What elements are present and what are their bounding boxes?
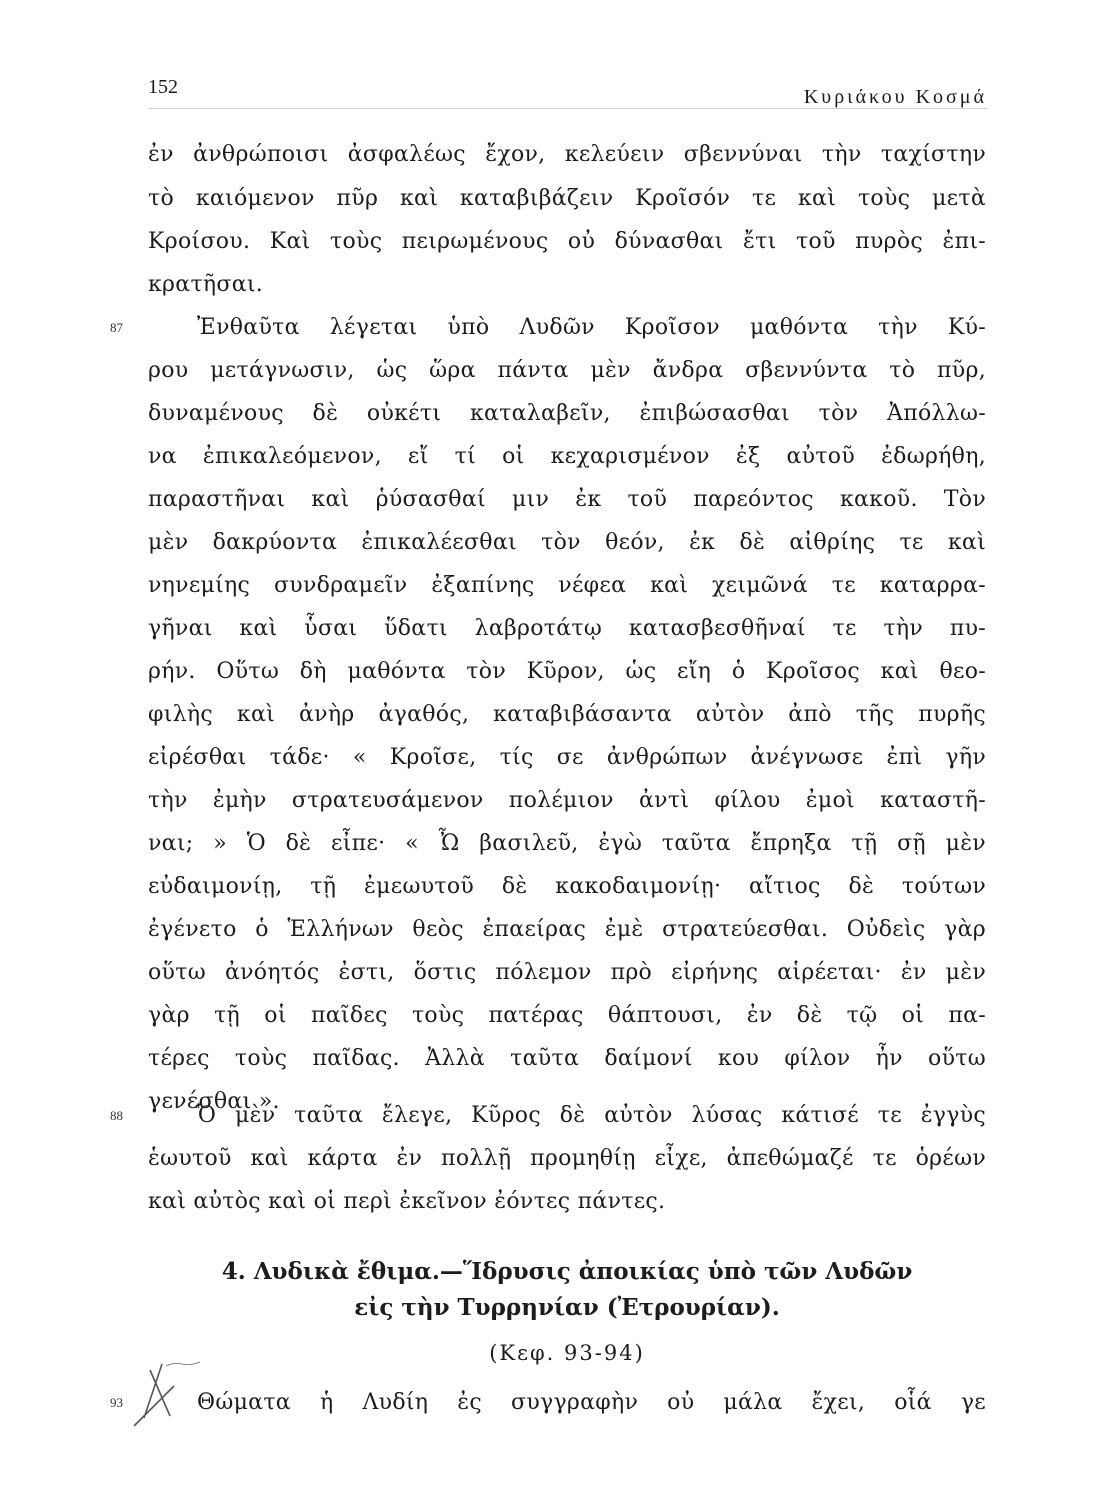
- text-line: νηνεμίης συνδραμεῖν ἐξαπίνης νέφεα καὶ χειμῶνά τε καταρρα-: [148, 573, 986, 598]
- text-line: γῆναι καὶ ὗσαι ὕδατι λαβροτάτῳ κατασβεσθῆναί τε τὴν πυ-: [148, 616, 986, 641]
- text-line: ναι; » Ὁ δὲ εἶπε· « Ὦ βασιλεῦ, ἐγὼ ταῦτα ἔπρηξα τῇ σῇ μὲν: [148, 831, 986, 856]
- text-line: μὲν δακρύοντα ἐπικαλέεσθαι τὸν θεόν, ἐκ δὲ αἰθρίης τε καὶ: [148, 530, 986, 555]
- text-line: ἑωυτοῦ καὶ κάρτα ἐν πολλῇ προμηθίῃ εἶχε, ἀπεθώμαζέ τε ὁρέων: [148, 1146, 986, 1171]
- text-line: ἐγένετο ὁ Ἑλλήνων θεὸς ἐπαείρας ἐμὲ στρατεύεσθαι. Οὐδεὶς γὰρ: [148, 917, 986, 942]
- header-rule: [148, 108, 988, 109]
- text-line: κρατῆσαι.: [148, 272, 264, 297]
- section-heading-line-2: εἰς τὴν Τυρρηνίαν (Ἐτρουρίαν).: [354, 1294, 780, 1321]
- text-line: εὐδαιμονίῃ, τῇ ἐμεωυτοῦ δὲ κακοδαιμονίῃ· αἴτιος δὲ τούτων: [148, 874, 986, 899]
- running-head: Κυριάκου Κοσμά: [803, 86, 987, 108]
- text-line: τέρες τοὺς παῖδας. Ἀλλὰ ταῦτα δαίμονί κου φίλον ἦν οὕτω: [148, 1046, 986, 1071]
- text-line: να ἐπικαλεόμενον, εἴ τί οἱ κεχαρισμένον ἐξ αὐτοῦ ἐδωρήθη,: [148, 444, 986, 469]
- text-line: Κροίσου. Καὶ τοὺς πειρωμένους οὐ δύνασθαι ἔτι τοῦ πυρὸς ἐπι-: [148, 229, 986, 254]
- margin-section-number: 93: [110, 1395, 123, 1410]
- section-heading-line-1: 4. Λυδικὰ ἔθιμα.—Ἵδρυσις ἀποικίας ὑπὸ τῶν Λυδῶν: [221, 1258, 913, 1285]
- text-line: τὸ καιόμενον πῦρ καὶ καταβιβάζειν Κροῖσόν τε καὶ τοὺς μετὰ: [148, 186, 986, 211]
- text-line: ρήν. Οὕτω δὴ μαθόντα τὸν Κῦρον, ὡς εἴη ὁ Κροῖσος καὶ θεο-: [148, 659, 986, 684]
- text-line: εἰρέσθαι τάδε· « Κροῖσε, τίς σε ἀνθρώπων ἀνέγνωσε ἐπὶ γῆν: [148, 745, 986, 770]
- text-line: παραστῆναι καὶ ῥύσασθαί μιν ἐκ τοῦ παρεόντος κακοῦ. Τὸν: [148, 487, 986, 512]
- text-line: οὕτω ἀνόητός ἐστι, ὅστις πόλεμον πρὸ εἰρήνης αἱρέεται· ἐν μὲν: [148, 960, 986, 985]
- text-line: φιλὴς καὶ ἀνὴρ ἀγαθός, καταβιβάσαντα αὐτὸν ἀπὸ τῆς πυρῆς: [148, 702, 986, 727]
- text-line: γενέσθαι ».: [148, 1089, 280, 1114]
- page-number: 152: [148, 76, 178, 98]
- margin-section-number: 87: [110, 320, 123, 335]
- margin-section-number: 88: [110, 1108, 123, 1123]
- text-line: τὴν ἐμὴν στρατευσάμενον πολέμιον ἀντὶ φίλου ἐμοὶ καταστῆ-: [148, 788, 986, 813]
- text-line: ρου μετάγνωσιν, ὡς ὥρα πάντα μὲν ἄνδρα σβεννύντα τὸ πῦρ,: [148, 358, 986, 383]
- text-line: Ἐνθαῦτα λέγεται ὑπὸ Λυδῶν Κροῖσον μαθόντα τὴν Κύ-: [197, 315, 986, 340]
- text-line: γὰρ τῇ οἱ παῖδες τοὺς πατέρας θάπτουσι, ἐν δὲ τῷ οἱ πα-: [148, 1003, 986, 1028]
- text-line: Ὁ μὲν ταῦτα ἔλεγε, Κῦρος δὲ αὐτὸν λύσας κάτισέ τε ἐγγὺς: [197, 1103, 986, 1128]
- text-line: δυναμένους δὲ οὐκέτι καταλαβεῖν, ἐπιβώσασθαι τὸν Ἀπόλλω-: [148, 401, 986, 426]
- text-line: ἐν ἀνθρώποισι ἀσφαλέως ἔχον, κελεύειν σβεννύναι τὴν ταχίστην: [148, 142, 986, 167]
- chapter-reference: (Κεφ. 93-94): [489, 1341, 645, 1365]
- text-line: Θώματα ἡ Λυδίη ἐς συγγραφὴν οὐ μάλα ἔχει, οἷά γε: [197, 1390, 986, 1415]
- text-line: καὶ αὐτὸς καὶ οἱ περὶ ἐκεῖνον ἐόντες πάντες.: [148, 1189, 666, 1214]
